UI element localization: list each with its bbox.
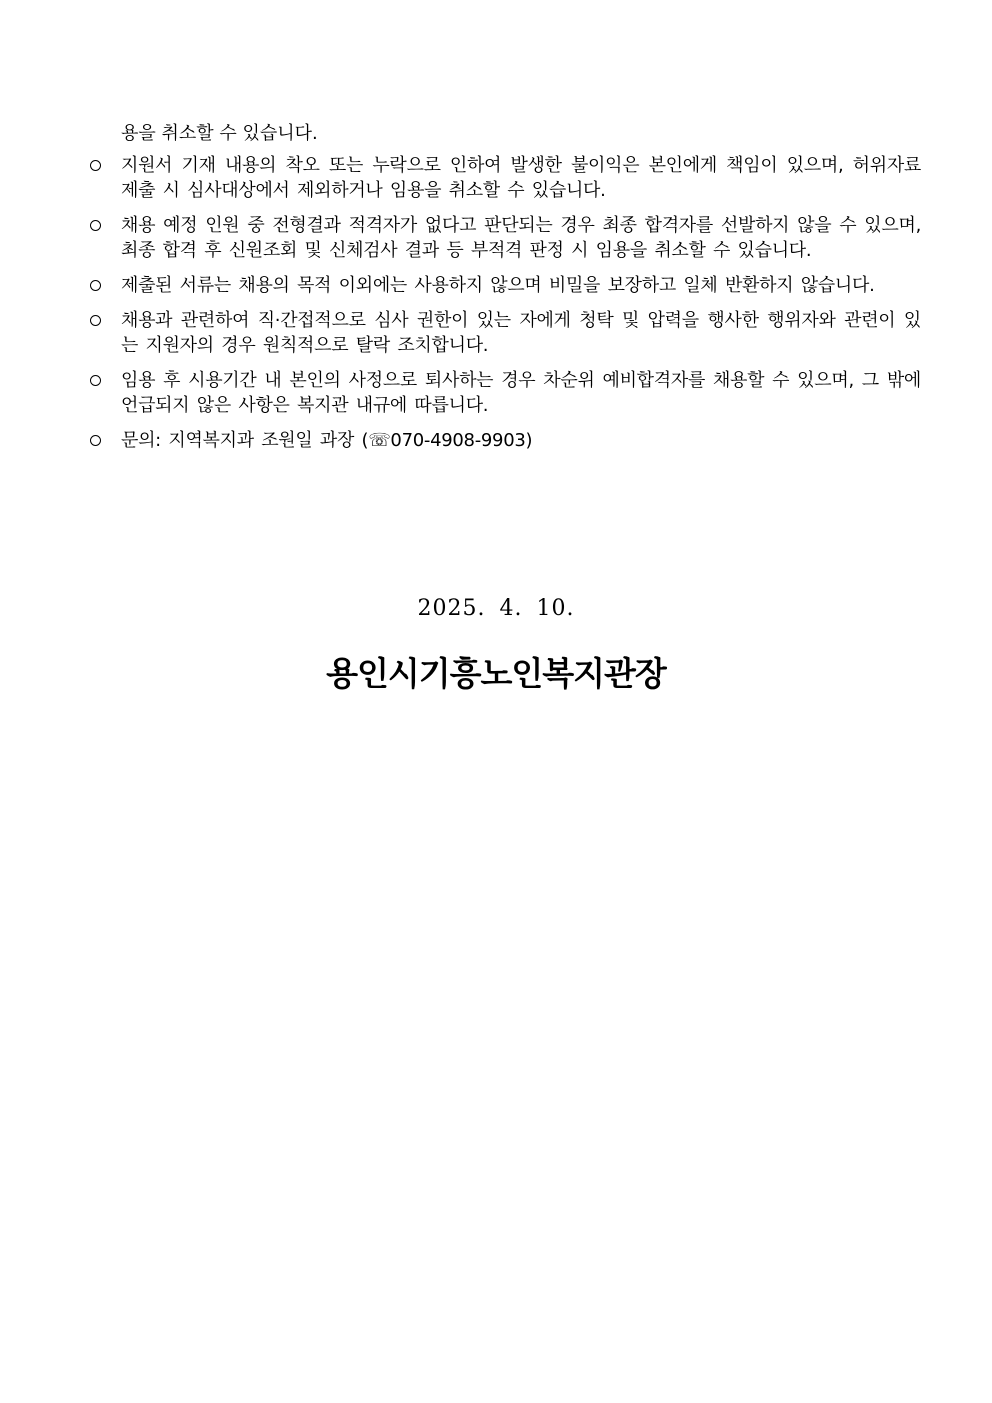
list-item-contact bbox=[90, 428, 921, 453]
document-date: 2025. 4. 10. bbox=[417, 596, 575, 621]
circle-bullet-icon bbox=[90, 160, 101, 171]
list-item bbox=[90, 273, 921, 298]
contact-text: 문의: 지역복지과 조원일 과장 (☏070-4908-9903) bbox=[121, 430, 533, 451]
continuation-text: 용을 취소할 수 있습니다. bbox=[121, 123, 318, 144]
circle-bullet-icon bbox=[90, 220, 101, 231]
issuer-signature: 용인시기흥노인복지관장 bbox=[326, 654, 666, 693]
list-item bbox=[90, 213, 921, 263]
list-item-text: 제출된 서류는 채용의 목적 이외에는 사용하지 않으며 비밀을 보장하고 일체 반환하지 않습니다. bbox=[121, 275, 875, 296]
circle-bullet-icon bbox=[90, 375, 101, 386]
circle-bullet-icon bbox=[90, 435, 101, 446]
list-item-text: 지원서 기재 내용의 착오 또는 누락으로 인하여 발생한 불이익은 본인에게 책임이 있으며, 허위자료 제출 시 심사대상에서 제외하거나 임용을 취소할 수 있습니다. bbox=[121, 155, 921, 201]
list-item-text: 채용과 관련하여 직·간접적으로 심사 권한이 있는 자에게 청탁 및 압력을 행사한 행위자와 관련이 있는 지원자의 경우 원칙적으로 탈락 조치합니다. bbox=[121, 310, 921, 356]
list-item bbox=[90, 153, 921, 203]
list-item-text: 임용 후 시용기간 내 본인의 사정으로 퇴사하는 경우 차순위 예비합격자를 채용할 수 있으며, 그 밖에 언급되지 않은 사항은 복지관 내규에 따릅니다. bbox=[121, 370, 921, 416]
circle-bullet-icon bbox=[90, 315, 101, 326]
list-item bbox=[90, 368, 921, 418]
list-item-text: 채용 예정 인원 중 전형결과 적격자가 없다고 판단되는 경우 최종 합격자를 선발하지 않을 수 있으며, 최종 합격 후 신원조회 및 신체검사 결과 등 부적격 판정 시 임용을 취소할 수 있습니다. bbox=[121, 215, 921, 261]
notice-list bbox=[90, 153, 921, 462]
list-item bbox=[90, 308, 921, 358]
circle-bullet-icon bbox=[90, 280, 101, 291]
